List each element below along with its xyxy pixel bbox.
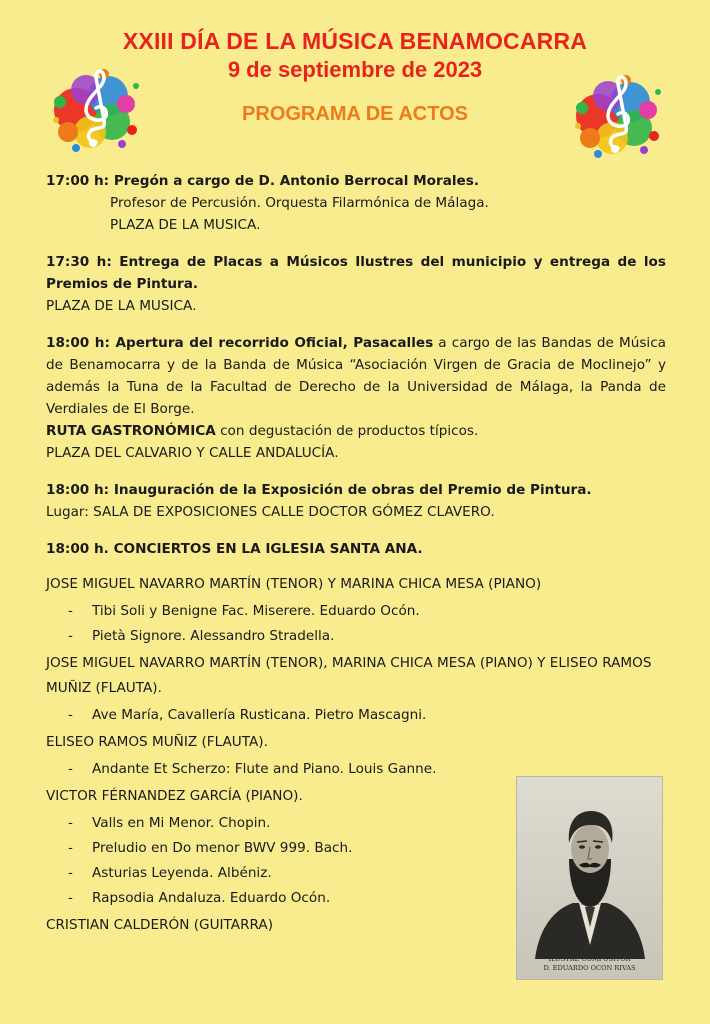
event-pregon (46, 170, 666, 236)
list-item: - Preludio en Do menor BWV 999. Bach. (46, 836, 666, 861)
concert-performers: CRISTIAN CALDERÓN (GUITARRA) (46, 917, 274, 933)
caption-line: ILUSTRE COMPOSITOR (548, 955, 631, 963)
list-item: - Andante Et Scherzo: Flute and Piano. Louis Ganne. (46, 757, 666, 782)
concert-pieces (46, 703, 666, 728)
caption-line: D. EDUARDO OCON RIVAS (543, 964, 636, 972)
event-heading: 17:30 h: Entrega de Placas a Músicos Ilustres del municipio y entrega de los Premios de Pintura. (46, 254, 666, 292)
ruta-heading: RUTA GASTRONÓMICA (46, 423, 216, 439)
event-placas (46, 251, 666, 317)
list-item: - Ave María, Cavallería Rusticana. Pietro Mascagni. (46, 703, 666, 728)
music-note-paint-splash-icon (568, 66, 668, 166)
list-item: - Asturias Leyenda. Albéniz. (46, 861, 666, 886)
event-heading: 18:00 h: Inauguración de la Exposición de obras del Premio de Pintura. (46, 482, 592, 498)
event-place: Lugar: SALA DE EXPOSICIONES CALLE DOCTOR GÓMEZ CLAVERO. (46, 504, 495, 520)
poster-date: 9 de septiembre de 2023 (227, 57, 483, 82)
list-item: - Rapsodia Andaluza. Eduardo Ocón. (46, 886, 666, 911)
concert-performers: JOSE MIGUEL NAVARRO MARTÍN (TENOR) Y MARINA CHICA MESA (PIANO) (46, 576, 542, 592)
concert-performers: JOSE MIGUEL NAVARRO MARTÍN (TENOR), MARINA CHICA MESA (PIANO) Y ELISEO RAMOS MUÑIZ (FLAUTA). (46, 655, 652, 696)
portrait-caption (517, 955, 662, 973)
list-item: - Valls en Mi Menor. Chopin. (46, 811, 666, 836)
program-title: PROGRAMA DE ACTOS (242, 103, 468, 125)
event-place: PLAZA DE LA MUSICA. (46, 298, 197, 314)
ruta-text: con degustación de productos típicos. (215, 423, 479, 439)
event-exposicion (46, 479, 666, 523)
list-item: - Tibi Soli y Benigne Fac. Miserere. Eduardo Ocón. (46, 599, 666, 624)
event-place: PLAZA DEL CALVARIO Y CALLE ANDALUCÍA. (46, 445, 339, 461)
list-item: - Pietà Signore. Alessandro Stradella. (46, 624, 666, 649)
concert-performers: ELISEO RAMOS MUÑIZ (FLAUTA). (46, 734, 268, 750)
event-conciertos (46, 538, 666, 560)
event-detail: Profesor de Percusión. Orquesta Filarmónica de Málaga. (110, 195, 489, 211)
event-place: PLAZA DE LA MUSICA. (110, 217, 261, 233)
event-text: a cargo de las Bandas de Música de Benamocarra y de la Banda de Música “Asociación Virgen de Gracia de Moclinejo” y además la Tuna de la Facultad de Derecho de la Universidad de Málaga, la Panda de Verdiales de El Borge. (46, 335, 666, 417)
event-pasacalles (46, 332, 666, 464)
concert-performers: VICTOR FÉRNANDEZ GARCÍA (PIANO). (46, 788, 303, 804)
event-heading: 17:00 h: Pregón a cargo de D. Antonio Berrocal Morales. (46, 173, 479, 189)
music-note-paint-splash-icon (46, 60, 146, 160)
event-heading: 18:00 h. CONCIERTOS EN LA IGLESIA SANTA ANA. (46, 541, 423, 557)
poster-title: XXIII DÍA DE LA MÚSICA BENAMOCARRA (122, 28, 588, 54)
composer-portrait (516, 776, 663, 980)
concert-pieces (46, 599, 666, 649)
event-heading: 18:00 h: Apertura del recorrido Oficial, Pasacalles (46, 335, 434, 351)
